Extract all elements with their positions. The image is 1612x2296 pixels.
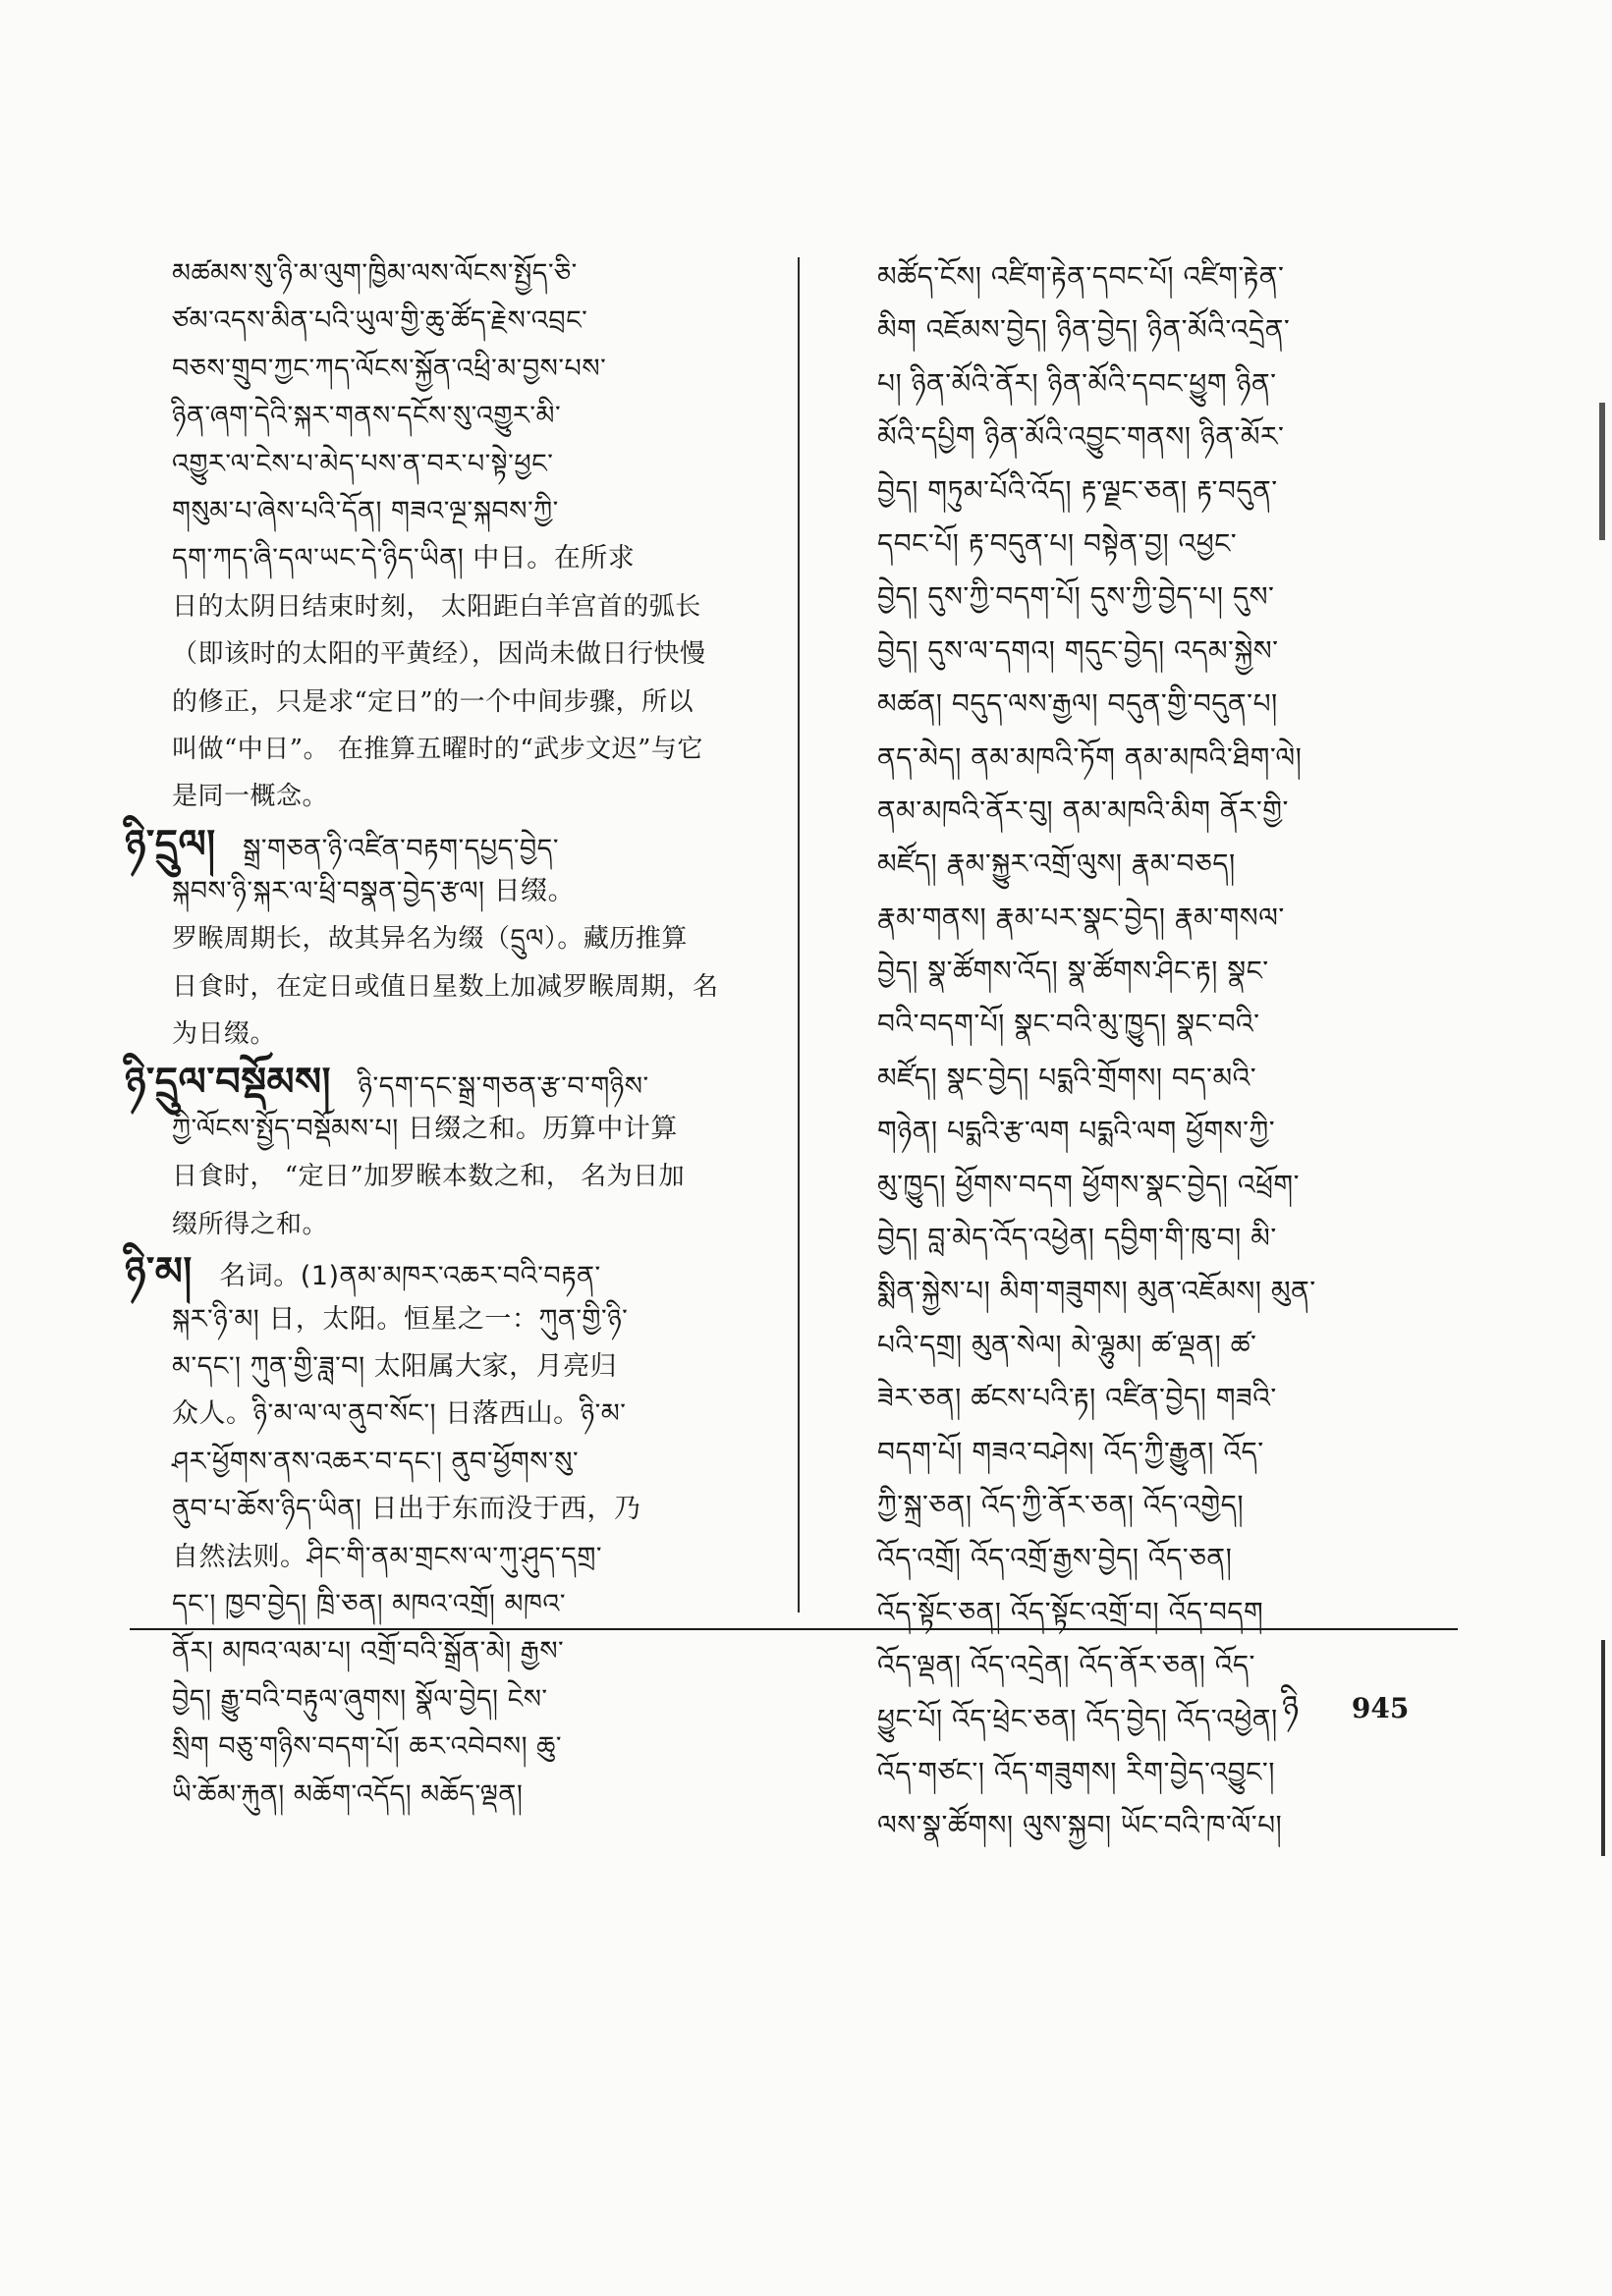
line-text: བྱེད། བླ་མེད་འོད་འཕྱེན། དབྱིག་གི་ཁུ་བ། མི་ <box>877 1222 1277 1255</box>
line-text: སྲིག བཅུ་གཉིས་བདག་པོ། ཆར་འབེབས། ཆུ་ <box>172 1731 563 1763</box>
line-text: བྱེད། གཏུམ་པོའི་འོད། རྟ་ལྗང་ཅན། རྟ་བདུན་ <box>877 473 1278 507</box>
text-line <box>877 518 1462 571</box>
line-text: 日的太阴日结束时刻， 太阳距白羊宫首的弧长 <box>172 591 701 622</box>
line-text: 日食时， “定日”加罗睺本数之和， 名为日加 <box>172 1162 686 1192</box>
right-column <box>877 250 1462 1853</box>
line-text: བྱེད། རྒྱུ་བའི་བརྟུལ་ཞུགས། སྣོལ་བྱེད། ངེས་ <box>172 1683 548 1715</box>
text-line <box>877 1372 1462 1425</box>
line-text: རྣམ་གནས། རྣམ་པར་སྣང་བྱེད། རྣམ་གསལ་ <box>877 901 1285 934</box>
line-text: སྒྲ་གཅན་ཉི་འཛིན་བརྟག་དཔྱད་བྱེད་ <box>243 833 559 864</box>
line-text: ནམ་མཁའི་ནོར་བུ། ནམ་མཁའི་མིག ནོར་གྱི་ <box>877 793 1289 827</box>
entry-headword: ཉི་མ། <box>125 1249 193 1295</box>
line-text: འོད་སྟོང་ཅན། འོད་སྟོང་འགྲོ་བ། འོད་བདག <box>877 1595 1264 1628</box>
text-line <box>877 1479 1462 1532</box>
line-text: ཤར་ཕྱོགས་ནས་འཆར་བ་དང་། ནུབ་ཕྱོགས་སུ་ <box>172 1446 580 1477</box>
text-line <box>877 465 1462 518</box>
line-text: མ་དང་། ཀུན་གྱི་ཟླ་བ། 太阳属大家，月亮归 <box>172 1350 618 1382</box>
text-line <box>125 1248 786 1295</box>
text-line <box>877 1212 1462 1265</box>
line-text: ཕྱུང་པོ། འོད་ཕྲེང་ཅན། འོད་བྱེད། འོད་འཕྱེན། <box>877 1702 1278 1735</box>
text-line <box>172 250 786 298</box>
section-letter: ཉི <box>1282 1688 1300 1725</box>
line-text: བྱེད། སྣ་ཚོགས་འོད། སྣ་ཚོགས་ཤིང་རྟ། སྣང་ <box>877 955 1269 988</box>
text-line <box>172 1486 786 1533</box>
text-line <box>877 1799 1462 1852</box>
text-line <box>877 1265 1462 1318</box>
line-text: མིག འཇོམས་བྱེད། ཉིན་བྱེད། ཉིན་མོའི་འདྲེན་ <box>877 313 1291 347</box>
text-line <box>172 1676 786 1723</box>
text-line <box>172 773 786 820</box>
text-line <box>172 535 786 582</box>
text-line <box>172 630 786 678</box>
text-line <box>172 583 786 630</box>
text-line <box>172 393 786 440</box>
line-text: 名词。(1)ནམ་མཁར་འཆར་བའི་བརྟན་ <box>219 1261 601 1292</box>
column-divider <box>798 257 800 1613</box>
text-line <box>877 785 1462 838</box>
line-text: ཀྱི་སྐྲ་ཅན། འོད་ཀྱི་ནོར་ཅན། འོད་འགྱེད། <box>877 1488 1245 1521</box>
line-text: བཅས་གྲུབ་ཀྱང་ཀད་ལོངས་སྐྱོན་འཕྲི་མ་བྱས་པས་ <box>172 353 607 384</box>
line-text: （即该时的太阳的平黄经），因尚未做日行快慢 <box>172 639 706 670</box>
text-line <box>172 346 786 393</box>
line-text: 日食时，在定日或值日星数上加减罗睺周期，名 <box>172 971 719 1002</box>
text-line <box>877 1319 1462 1372</box>
line-text: ཙམ་འདས་མིན་པའི་ཡུལ་གྱི་ཆུ་ཚོད་རྗེས་འབྲང་ <box>172 305 588 337</box>
line-text: ནོར། མཁའ་ལམ་པ། འགྲོ་བའི་སྒྲོན་མེ། རྒྱས་ <box>172 1636 565 1667</box>
text-line <box>172 1581 786 1628</box>
text-line <box>172 1534 786 1581</box>
line-text: བའི་བདག་པོ། སྣང་བའི་མུ་ཁྱུད། སྣང་བའི་ <box>877 1008 1260 1041</box>
line-text: གཉེན། པདྨའི་རྩ་ལག པདྨའི་ལག ཕྱོགས་ཀྱི་ <box>877 1115 1276 1148</box>
line-text: 罗睺周期长，故其异名为缀（དྲུལ）。藏历推算 <box>172 924 688 955</box>
text-line <box>877 1105 1462 1158</box>
text-line <box>172 1772 786 1819</box>
line-text: 缀所得之和。 <box>172 1209 329 1239</box>
line-text: ལས་སྣ་ཚོགས། ལུས་སྐྱབ། ཡོང་བའི་ཁ་ལོ་པ། <box>877 1809 1283 1842</box>
text-line <box>877 1586 1462 1639</box>
text-line <box>172 1153 786 1200</box>
text-line <box>877 625 1462 678</box>
line-text: འོད་གཙང་། འོད་གཟུགས། རིག་བྱེད་འབྱུང་། <box>877 1755 1275 1788</box>
line-text: 叫做“中日”。 在推算五曜时的“武步文迟”与它 <box>172 734 703 764</box>
text-line <box>877 678 1462 731</box>
line-text: ཉི་དག་དང་སྒྲ་གཅན་རྩ་བ་གཉིས་ <box>358 1070 649 1102</box>
line-text: གསུམ་པ་ཞེས་པའི་དོན། གཟའ་ལྔ་སྐབས་ཀྱི་ <box>172 495 559 526</box>
line-text: འགྱུར་ལ་ངེས་པ་མེད་པས་ན་བར་པ་སྟེ་ཕྱང་ <box>172 448 554 479</box>
text-line <box>172 488 786 535</box>
scan-edge-mark <box>1599 403 1605 540</box>
text-line <box>877 303 1462 356</box>
text-line <box>172 1296 786 1343</box>
line-text: 的修正，只是求“定日”的一个中间步骤，所以 <box>172 686 695 717</box>
line-text: མཚམས་སུ་ཉི་མ་ལུག་ཁྱིམ་ལས་ལོངས་སྤྱོད་ཅི་ <box>172 258 578 289</box>
text-line <box>172 1106 786 1153</box>
line-text: མཚན། བདུད་ལས་རྒྱལ། བདུན་གྱི་བདུན་པ། <box>877 687 1278 721</box>
text-line <box>172 726 786 773</box>
line-text: 众人。ཉི་མ་ལ་ལ་ནུབ་སོང་། 日落西山。ཉི་མ་ <box>172 1398 627 1430</box>
line-text: 是同一概念。 <box>172 782 329 812</box>
entry-headword: ཉི་དྲུལ་བསྡོམས། <box>125 1059 331 1105</box>
text-line <box>877 1426 1462 1479</box>
text-line <box>172 679 786 726</box>
line-text: མུ་ཁྱུད། ཕྱོགས་བདག ཕྱོགས་སྣང་བྱེད། འཕྲོག་ <box>877 1168 1301 1201</box>
text-line <box>172 963 786 1011</box>
text-line <box>172 441 786 488</box>
line-text: ཟེར་ཅན། ཚངས་པའི་རྟ། འཛིན་བྱེད། གཟའི་ <box>877 1382 1277 1415</box>
text-line <box>172 1343 786 1391</box>
line-text: པ། ཉིན་མོའི་ནོར། ཉིན་མོའི་དབང་ཕྱུག ཉིན་ <box>877 366 1277 400</box>
text-line <box>172 915 786 962</box>
text-line <box>877 838 1462 891</box>
text-line <box>172 1011 786 1058</box>
line-text: པའི་དགྲ། མུན་སེལ། མེ་ལྷུམ། ཚ་ལྡན། ཚ་ <box>877 1328 1257 1361</box>
left-column <box>125 250 786 1819</box>
line-text: བྱེད། དུས་ཀྱི་བདག་པོ། དུས་ཀྱི་བྱེད་པ། དུས་ <box>877 580 1275 614</box>
line-text: མཚོད་ངོས། འཛིག་རྟེན་དབང་པོ། འཛིག་རྟེན་ <box>877 260 1285 293</box>
line-text: ཀྱི་ལོངས་སྤྱོད་བསྡོམས་པ། 日缀之和。历算中计算 <box>172 1114 678 1145</box>
line-text: མཛོད། རྣམ་སྐྱུར་འགྲོ་ལུས། རྣམ་བཅད། <box>877 847 1236 881</box>
line-text: ནད་མེད། ནམ་མཁའི་ཏོག ནམ་མཁའི་ཐིག་ལེ། <box>877 740 1303 774</box>
line-text: 为日缀。 <box>172 1019 277 1050</box>
text-line <box>172 868 786 915</box>
line-text: སྐབས་ཉི་སྐར་ལ་ཕྲི་བསྣན་བྱེད་རྩལ། 日缀。 <box>172 876 576 907</box>
text-line <box>877 250 1462 303</box>
line-text: སྨིན་སྐྱེས་པ། མིག་གཟུགས། མུན་འཇོམས། མུན་ <box>877 1275 1316 1308</box>
text-line <box>877 1159 1462 1212</box>
text-line <box>877 945 1462 998</box>
line-text: 自然法则。ཤིང་གི་ནམ་གྲངས་ལ་ཀུ་ཤུད་དགྲ་ <box>172 1541 602 1572</box>
line-text: མཛོད། སྣང་བྱེད། པདྨའི་གྲོགས། བད་མའི་ <box>877 1061 1257 1094</box>
text-line <box>877 357 1462 410</box>
text-line <box>172 1201 786 1248</box>
footer-rule <box>130 1628 1458 1630</box>
text-line <box>172 1628 786 1675</box>
text-line <box>172 298 786 345</box>
scan-edge-mark <box>1601 1640 1605 1856</box>
text-line <box>125 821 786 868</box>
text-line <box>125 1059 786 1106</box>
line-text: དག་ཀད་ཞི་དལ་ཡང་དེ་ཉིད་ཡིན། 中日。在所求 <box>172 543 636 574</box>
page-footer <box>1282 1672 1409 1761</box>
text-line <box>877 571 1462 624</box>
line-text: འོད་འགྲོ། འོད་འགྲོ་རྒྱས་བྱེད། འོད་ཅན། <box>877 1542 1233 1575</box>
line-text: བདག་པོ། གཟའ་བཤེས། འོད་ཀྱི་རྒྱུན། འོད་ <box>877 1435 1264 1468</box>
text-line <box>172 1723 786 1771</box>
text-line <box>172 1439 786 1486</box>
page-number: 945 <box>1351 1692 1410 1724</box>
line-text: དབང་པོ། རྟ་བདུན་པ། བསྟེན་བྱ། འཕྱང་ <box>877 526 1238 560</box>
text-line <box>877 732 1462 785</box>
line-text: བྱེད། དུས་ལ་དགའ། གདུང་བྱེད། འདམ་སྐྱེས་ <box>877 633 1279 667</box>
line-text: མོའི་དཔྱིག ཉིན་མོའི་འབྱུང་གནས། ཉིན་མོར་ <box>877 420 1285 454</box>
text-line <box>172 1391 786 1438</box>
text-line <box>877 892 1462 945</box>
line-text: དང་། ཁྱབ་བྱེད། ཁྲི་ཅན། མཁའ་འགྲོ། མཁའ་ <box>172 1588 567 1619</box>
text-line <box>877 1052 1462 1105</box>
text-line <box>877 998 1462 1051</box>
line-text: ཉིན་ཞག་དེའི་སྐར་གནས་དངོས་སུ་འགྱུར་མི་ <box>172 401 562 432</box>
line-text: ནུབ་པ་ཆོས་ཉིད་ཡིན། 日出于东而没于西，乃 <box>172 1494 641 1525</box>
text-line <box>877 410 1462 464</box>
line-text: སྐར་ཉི་མ། 日，太阳。恒星之一：ཀུན་གྱི་ཉི་ <box>172 1303 629 1335</box>
text-line <box>877 1532 1462 1585</box>
entry-headword: ཉི་དྲུལ། <box>125 821 216 867</box>
line-text: ཡི་ཆོམ་རྐུན། མཆོག་འདོད། མཆོད་ལྡན། <box>172 1778 524 1810</box>
line-text: འོད་ལྡན། འོད་འདྲེན། འོད་ནོར་ཅན། འོད་ <box>877 1649 1255 1682</box>
